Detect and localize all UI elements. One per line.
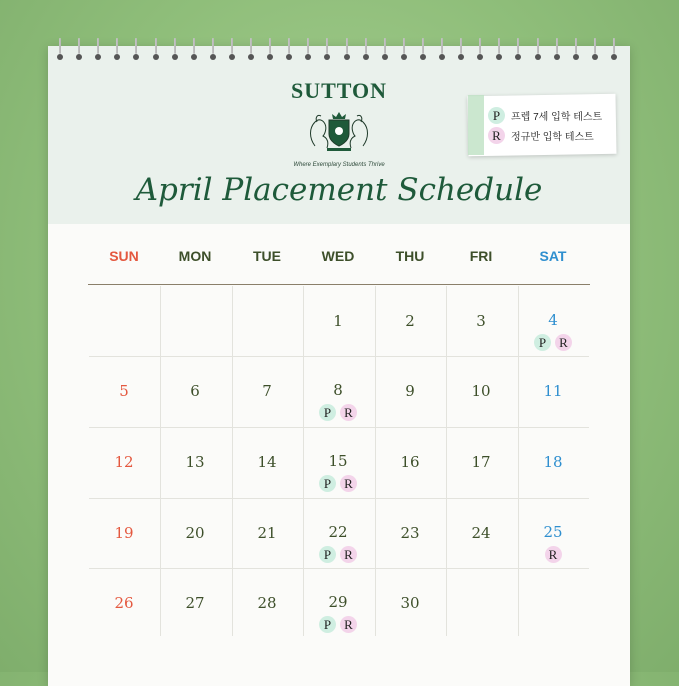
- calendar-day[interactable]: 8: [333, 381, 343, 399]
- weekday-tue: TUE: [253, 248, 281, 264]
- binding-ring: [230, 38, 234, 60]
- p-test-badge: P: [319, 404, 336, 421]
- binding-ring: [440, 38, 444, 60]
- calendar-day[interactable]: 10: [471, 382, 491, 400]
- legend-note: [468, 95, 618, 157]
- p-test-badge: P: [534, 334, 551, 351]
- p-test-badge: P: [319, 616, 336, 633]
- weekday-mon: MON: [178, 248, 212, 264]
- calendar-day[interactable]: 18: [543, 453, 563, 471]
- binding-ring: [96, 38, 100, 60]
- calendar-day[interactable]: 22: [328, 523, 348, 541]
- grid-row-line: [89, 427, 589, 428]
- binding-ring: [574, 38, 578, 60]
- calendar-day[interactable]: 9: [405, 382, 415, 400]
- binding-ring: [478, 38, 482, 60]
- binding-ring: [364, 38, 368, 60]
- binding-ring: [459, 38, 463, 60]
- binding-ring: [593, 38, 597, 60]
- binding-ring: [383, 38, 387, 60]
- r-test-badge: R: [555, 334, 572, 351]
- binding-ring: [77, 38, 81, 60]
- p-test-badge: P: [319, 475, 336, 492]
- p-test-badge: P: [319, 546, 336, 563]
- binding-ring: [287, 38, 291, 60]
- test-markers: [303, 475, 373, 493]
- calendar-day[interactable]: 6: [190, 382, 200, 400]
- binding-ring: [211, 38, 215, 60]
- p-badge: P: [488, 107, 505, 124]
- legend-tape: [468, 95, 484, 155]
- calendar-day[interactable]: 29: [328, 593, 348, 611]
- binding-ring: [115, 38, 119, 60]
- binding-ring: [306, 38, 310, 60]
- legend-paper: [467, 94, 616, 157]
- calendar-day[interactable]: 16: [400, 453, 420, 471]
- test-markers: [518, 334, 588, 352]
- r-test-badge: R: [340, 404, 357, 421]
- binding-ring: [268, 38, 272, 60]
- calendar-day[interactable]: 24: [471, 524, 491, 542]
- header-divider: [88, 284, 590, 285]
- weekday-sun: SUN: [109, 248, 139, 264]
- grid-row-line: [89, 356, 589, 357]
- weekday-fri: FRI: [469, 248, 493, 264]
- binding-ring: [516, 38, 520, 60]
- calendar-day[interactable]: 14: [257, 453, 277, 471]
- r-test-badge: R: [545, 546, 562, 563]
- binding-ring: [173, 38, 177, 60]
- legend-item-p: [488, 107, 602, 124]
- calendar-day[interactable]: 20: [185, 524, 205, 542]
- binding-ring: [345, 38, 349, 60]
- test-markers: [303, 546, 373, 564]
- calendar-day[interactable]: 13: [185, 453, 205, 471]
- motto: Where Exemplary Students Thrive: [293, 162, 385, 168]
- weekday-sat: SAT: [539, 248, 567, 264]
- binding-ring: [192, 38, 196, 60]
- binding-ring: [249, 38, 253, 60]
- legend-label-r: 정규반 입학 테스트: [511, 132, 594, 143]
- calendar-day[interactable]: 3: [476, 312, 486, 330]
- calendar-day[interactable]: 1: [333, 312, 343, 330]
- crest-logo-icon: [301, 108, 377, 154]
- binding-ring: [555, 38, 559, 60]
- binding-ring: [536, 38, 540, 60]
- binding-ring: [612, 38, 616, 60]
- calendar-day[interactable]: 23: [400, 524, 420, 542]
- calendar-day[interactable]: 30: [400, 594, 420, 612]
- calendar-day[interactable]: 4: [548, 311, 558, 329]
- calendar-day[interactable]: 12: [114, 453, 134, 471]
- calendar-day[interactable]: 7: [262, 382, 272, 400]
- calendar-day[interactable]: 2: [405, 312, 415, 330]
- page-title: April Placement Schedule: [135, 172, 543, 208]
- test-markers: [303, 404, 373, 422]
- grid-row-line: [89, 568, 589, 569]
- r-badge: R: [488, 127, 505, 144]
- legend-item-r: [488, 127, 594, 144]
- weekday-wed: WED: [321, 248, 355, 264]
- binding-ring: [325, 38, 329, 60]
- grid-row-line: [89, 498, 589, 499]
- binding-ring: [421, 38, 425, 60]
- spiral-binding: [48, 38, 630, 66]
- brand-name: SUTTON: [290, 78, 388, 103]
- r-test-badge: R: [340, 546, 357, 563]
- weekday-thu: THU: [395, 248, 425, 264]
- r-test-badge: R: [340, 616, 357, 633]
- calendar-day[interactable]: 26: [114, 594, 134, 612]
- binding-ring: [497, 38, 501, 60]
- test-markers: [518, 546, 588, 564]
- calendar-day[interactable]: 25: [543, 523, 563, 541]
- calendar-day[interactable]: 19: [114, 524, 134, 542]
- calendar-day[interactable]: 21: [257, 524, 277, 542]
- calendar-day[interactable]: 17: [471, 453, 491, 471]
- binding-ring: [154, 38, 158, 60]
- binding-ring: [58, 38, 62, 60]
- binding-ring: [134, 38, 138, 60]
- calendar-day[interactable]: 11: [543, 382, 563, 400]
- calendar-day[interactable]: 5: [119, 382, 129, 400]
- calendar-day[interactable]: 27: [185, 594, 205, 612]
- legend-label-p: 프렙 7세 입학 테스트: [511, 112, 603, 123]
- calendar-day[interactable]: 15: [328, 452, 348, 470]
- binding-ring: [402, 38, 406, 60]
- test-markers: [303, 616, 373, 634]
- r-test-badge: R: [340, 475, 357, 492]
- calendar-day[interactable]: 28: [257, 594, 277, 612]
